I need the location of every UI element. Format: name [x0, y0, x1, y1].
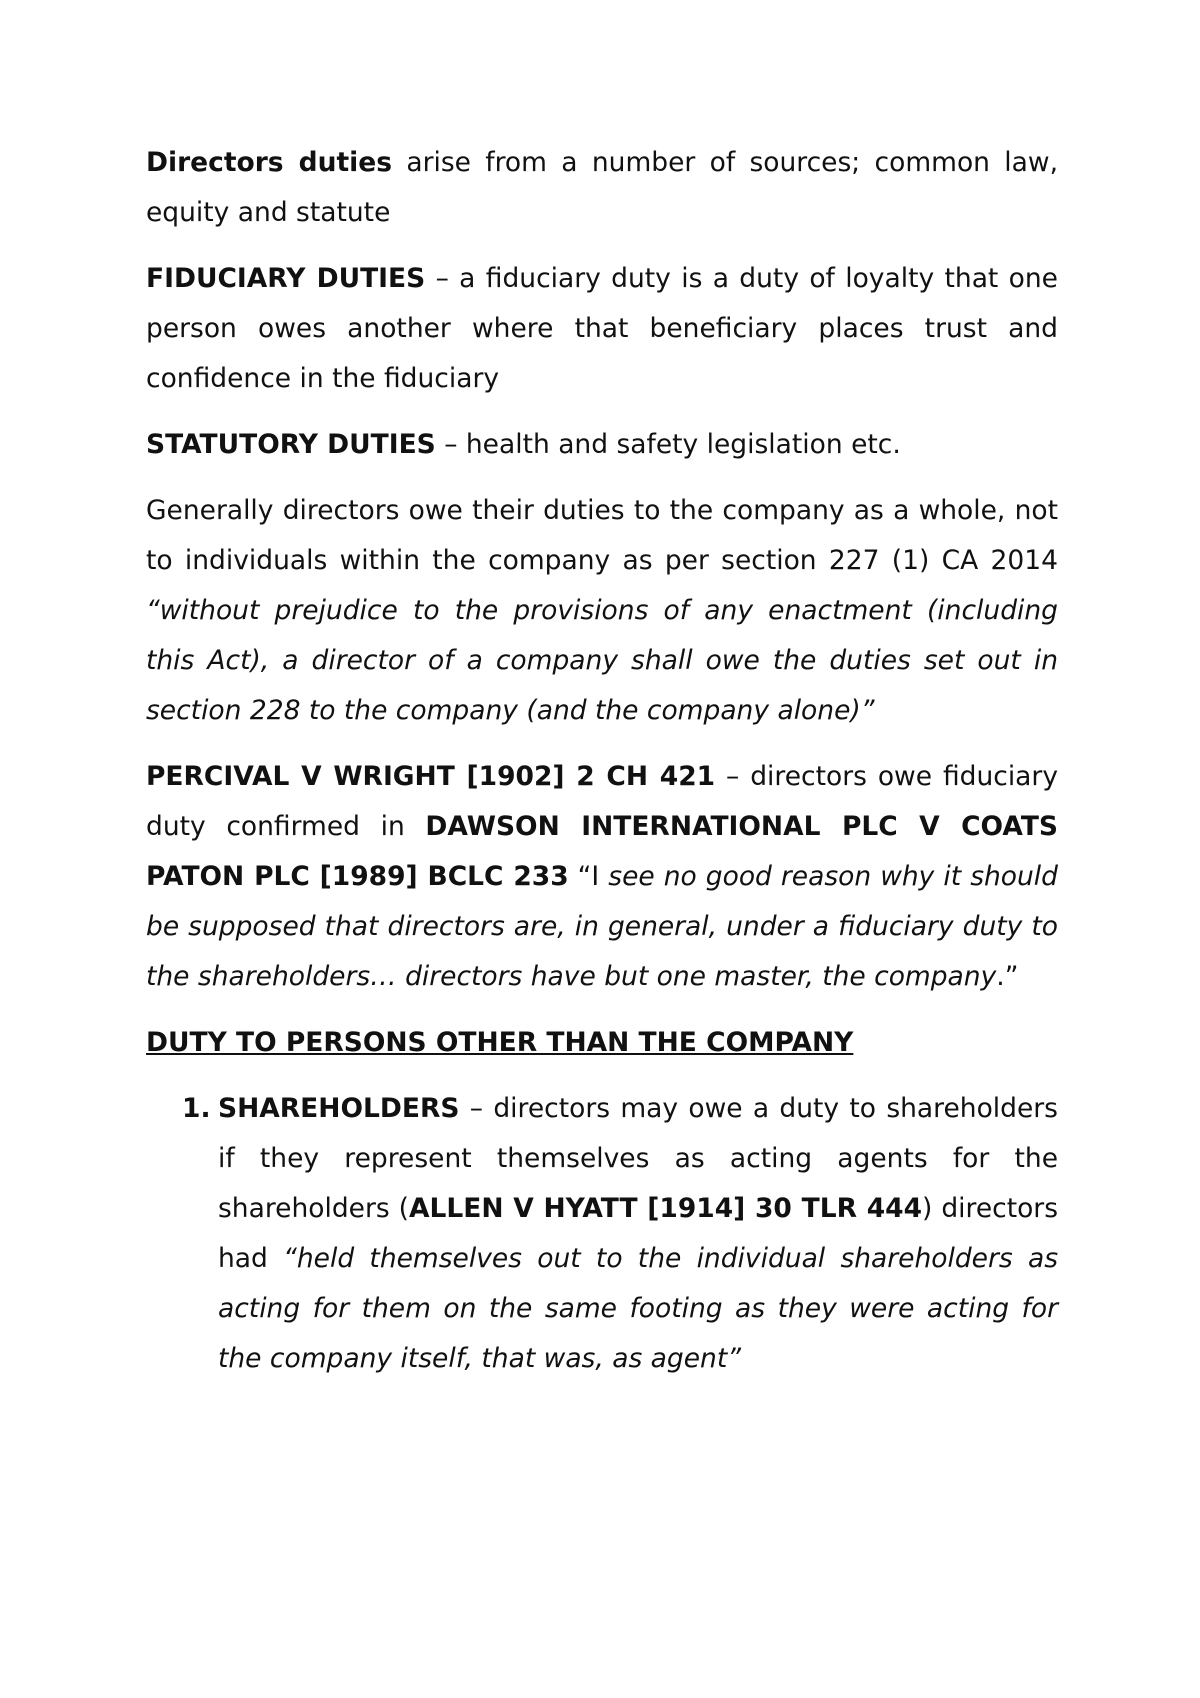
paragraph-text: – health and safety legislation etc.: [435, 429, 901, 460]
term-directors-duties: Directors duties: [146, 147, 393, 178]
term-statutory-duties: STATUTORY DUTIES: [146, 429, 436, 460]
case-citation-percival: PERCIVAL V WRIGHT [1902] 2 CH 421: [146, 761, 716, 792]
term-fiduciary-duties: FIDUCIARY DUTIES: [146, 263, 426, 294]
paragraph-text: “I: [568, 861, 609, 892]
paragraph-text: arise from a number of sources; common law, equity and statute: [146, 147, 1058, 228]
list-item-shareholders: [146, 1084, 1058, 1384]
paragraph-statutory-duties: [146, 420, 1058, 470]
paragraph-sources: [146, 138, 1058, 238]
term-shareholders: SHAREHOLDERS: [218, 1093, 460, 1124]
list-text: ) directors had: [218, 1193, 1058, 1274]
paragraph-text: – a fiduciary duty is a duty of loyalty that one person owes another where that beneficiary places trust and confidence in the fiduciary: [146, 263, 1058, 394]
case-quote: see no good reason why it should be supposed that directors are, in general, under a fiduciary duty to the shareholders… directors have but one master, the company: [146, 861, 1058, 992]
case-citation-dawson: DAWSON INTERNATIONAL PLC V COATS PATON PLC [1989] BCLC 233: [146, 811, 1058, 892]
paragraph-percival-v-wright: [146, 752, 1058, 1002]
case-quote: “held themselves out to the individual shareholders as acting for them on the same footing as they were acting for the company itself, that was, as agent”: [218, 1243, 1058, 1374]
section-heading: DUTY TO PERSONS OTHER THAN THE COMPANY: [146, 1027, 854, 1058]
paragraph-text: Generally directors owe their duties to the company as a whole, not to individuals within the company as per section 227 (1) CA 2014: [146, 495, 1058, 576]
statute-quote: “without prejudice to the provisions of any enactment (including this Act), a director of a company shall owe the duties set out in section 228 to the company (and the company alone)”: [146, 595, 1058, 726]
paragraph-section-227: [146, 486, 1058, 736]
list-text: – directors may owe a duty to shareholders if they represent themselves as acting agents for the shareholders (: [218, 1093, 1058, 1224]
paragraph-fiduciary-duties: [146, 254, 1058, 404]
paragraph-text: – directors owe fiduciary duty confirmed in: [146, 761, 1058, 842]
paragraph-text: .”: [996, 961, 1019, 992]
case-citation-allen: ALLEN V HYATT [1914] 30 TLR 444: [408, 1193, 923, 1224]
list-number: 1.: [182, 1093, 211, 1124]
document-body: [146, 138, 1058, 1384]
